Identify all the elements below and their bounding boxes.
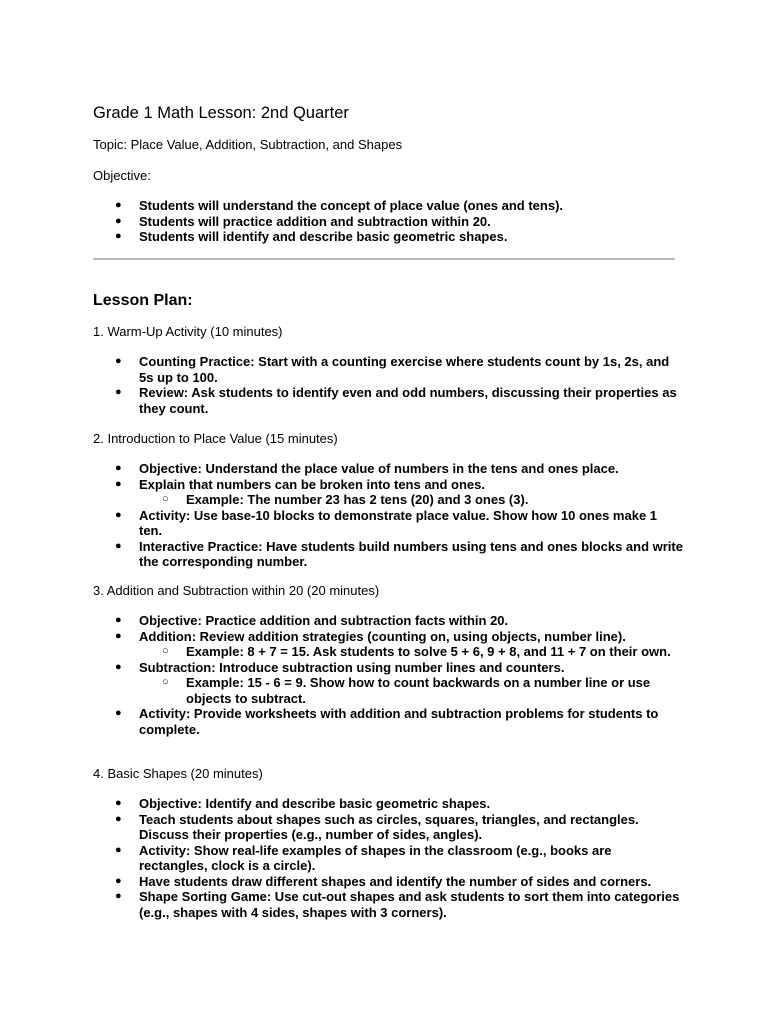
bullet-icon: ● xyxy=(115,230,122,242)
bullet-icon: ● xyxy=(115,629,122,642)
objective-label: Objective: xyxy=(93,168,151,183)
list-item: ● Counting Practice: Start with a counting exercise where students count by 1s, 2s, and 5s up to 100. xyxy=(115,354,670,385)
section-list xyxy=(93,796,683,920)
list-item: ● Have students draw different shapes and identify the number of sides and corners. xyxy=(115,873,652,889)
list-item: ● Objective: Identify and describe basic geometric shapes. xyxy=(115,796,491,811)
section-list xyxy=(93,613,683,737)
list-item: ● Students will understand the concept of place value (ones and tens). xyxy=(115,198,564,213)
bullet-icon: ● xyxy=(115,462,122,474)
horizontal-divider xyxy=(93,258,675,260)
list-item: ● Objective: Practice addition and subtraction facts within 20. xyxy=(115,613,509,628)
circle-bullet-icon: ○ xyxy=(162,676,169,688)
bullet-icon: ● xyxy=(115,660,122,673)
section-title: 4. Basic Shapes (20 minutes) xyxy=(93,766,263,781)
list-item: ● Activity: Provide worksheets with addition and subtraction problems for students to complete. xyxy=(115,706,659,737)
bullet-icon: ● xyxy=(115,890,122,902)
list-item: ● Activity: Use base-10 blocks to demonstrate place value. Show how 10 ones make 1 ten. xyxy=(115,507,658,538)
section-title: 2. Introduction to Place Value (15 minutes) xyxy=(93,431,338,446)
topic-line: Topic: Place Value, Addition, Subtraction, and Shapes xyxy=(93,137,403,152)
bullet-icon: ● xyxy=(115,508,122,521)
list-item: ● Objective: Understand the place value of numbers in the tens and ones place. xyxy=(115,461,619,476)
document-title: Grade 1 Math Lesson: 2nd Quarter xyxy=(93,104,349,122)
bullet-icon: ● xyxy=(115,707,122,719)
circle-bullet-icon: ○ xyxy=(162,493,169,505)
list-item: ● Students will identify and describe basic geometric shapes. xyxy=(115,229,508,244)
circle-bullet-icon: ○ xyxy=(162,645,169,657)
list-item: ● Explain that numbers can be broken into tens and ones. xyxy=(115,476,486,492)
list-item: ○ Example: 15 - 6 = 9. Show how to count backwards on a number line or use objects to subtract. xyxy=(162,675,651,706)
list-item: ● Teach students about shapes such as circles, squares, triangles, and rectangles. Discuss their properties (e.g., number of sides, angles). xyxy=(115,811,639,842)
bullet-icon: ● xyxy=(115,539,122,552)
objectives-list xyxy=(93,198,683,245)
section-list xyxy=(93,461,683,570)
bullet-icon: ● xyxy=(115,812,122,825)
list-item: ● Interactive Practice: Have students build numbers using tens and ones blocks and write the corresponding number. xyxy=(115,538,683,569)
bullet-icon: ● xyxy=(115,199,122,211)
bullet-icon: ● xyxy=(115,797,122,809)
bullet-icon: ● xyxy=(115,477,122,490)
list-item: ○ Example: 8 + 7 = 15. Ask students to solve 5 + 6, 9 + 8, and 11 + 7 on their own. xyxy=(162,644,671,659)
section-list xyxy=(93,354,683,416)
bullet-icon: ● xyxy=(115,386,122,398)
section-title: 1. Warm-Up Activity (10 minutes) xyxy=(93,324,283,339)
list-item: ● Review: Ask students to identify even and odd numbers, discussing their properties as they count. xyxy=(115,385,677,416)
list-item: ● Subtraction: Introduce subtraction using number lines and counters. xyxy=(115,659,565,675)
list-item: ● Shape Sorting Game: Use cut-out shapes and ask students to sort them into categories (e.g., shapes with 4 sides, shapes with 3 corners). xyxy=(115,889,680,920)
bullet-icon: ● xyxy=(115,874,122,887)
section-title: 3. Addition and Subtraction within 20 (20 minutes) xyxy=(93,583,380,598)
list-item: ● Students will practice addition and subtraction within 20. xyxy=(115,213,491,229)
lesson-plan-heading: Lesson Plan: xyxy=(93,292,193,309)
bullet-icon: ● xyxy=(115,843,122,856)
list-item: ● Activity: Show real-life examples of shapes in the classroom (e.g., books are rectangles, clock is a circle). xyxy=(115,842,612,873)
bullet-icon: ● xyxy=(115,214,122,227)
bullet-icon: ● xyxy=(115,614,122,626)
bullet-icon: ● xyxy=(115,355,122,367)
list-item: ● Addition: Review addition strategies (counting on, using objects, number line). xyxy=(115,628,626,644)
list-item: ○ Example: The number 23 has 2 tens (20) and 3 ones (3). xyxy=(162,492,529,507)
